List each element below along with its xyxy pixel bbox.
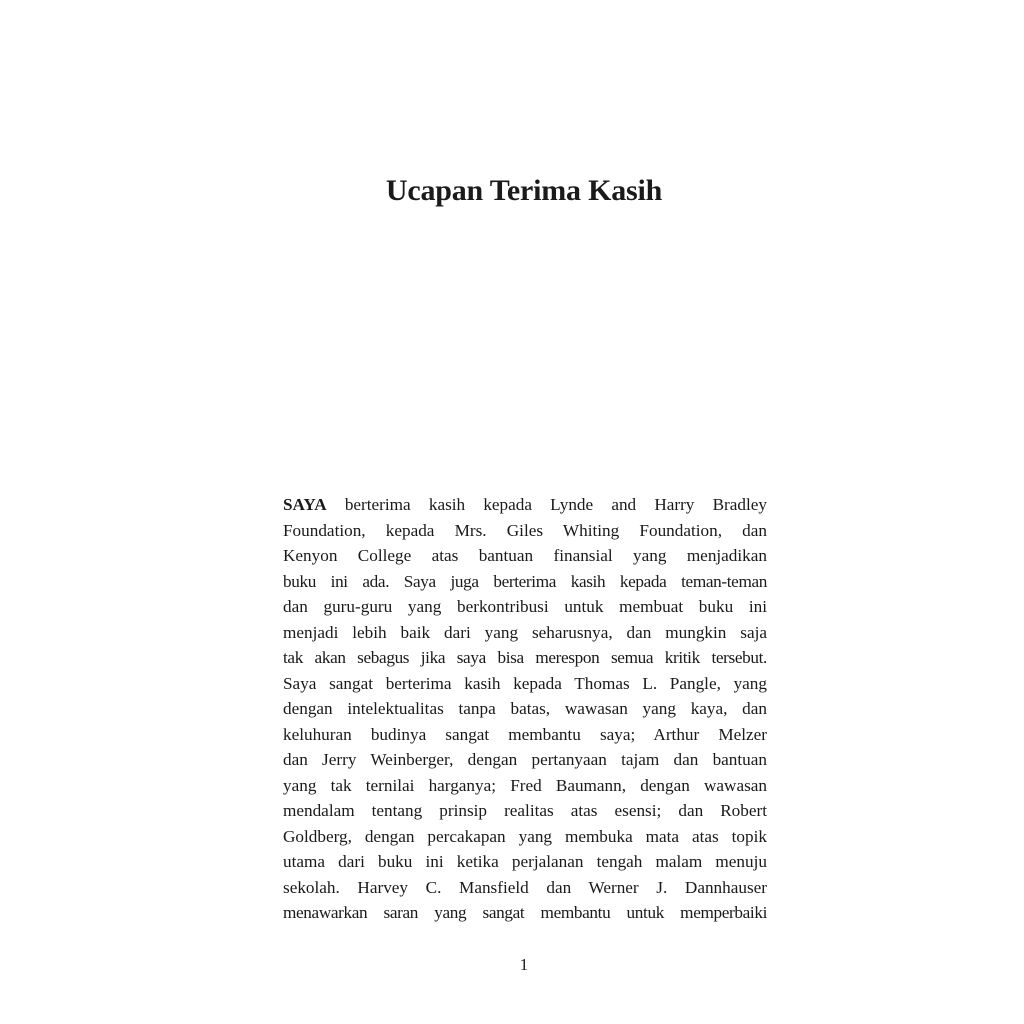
text-line: Kenyon College atas bantuan finansial yang menjadikan [283,546,767,565]
text-line: buku ini ada. Saya juga berterima kasih kepada teman-teman [283,571,767,591]
text-line: Foundation, kepada Mrs. Giles Whiting Foundation, dan [283,520,767,540]
text-line: dan guru-guru yang berkontribusi untuk membuat buku ini [283,597,767,616]
text-line [283,492,767,518]
lead-word: SAYA [283,495,327,514]
text-line: tak akan sebagus jika saya bisa merespon semua kritik tersebut. [283,648,767,667]
text-line: yang tak ternilai harganya; Fred Baumann, dengan wawasan [283,775,767,795]
text-line: sekolah. Harvey C. Mansfield dan Werner J. Dannhauser [283,877,767,897]
text-line: dan Jerry Weinberger, dengan pertanyaan tajam dan bantuan [283,750,767,769]
body-paragraph [283,492,767,926]
text-line: menawarkan saran yang sangat membantu untuk memperbaiki [283,903,767,922]
text-line: dengan intelektualitas tanpa batas, wawasan yang kaya, dan [283,699,767,718]
text-line: menjadi lebih baik dari yang seharusnya, dan mungkin saja [283,622,767,642]
text-line: keluhuran budinya sangat membantu saya; Arthur Melzer [283,724,767,744]
text-line: mendalam tentang prinsip realitas atas esensi; dan Robert [283,801,767,820]
text-line: utama dari buku ini ketika perjalanan tengah malam menuju [283,852,767,871]
page-title: Ucapan Terima Kasih [385,174,663,207]
text-line-content: berterima kasih kepada Lynde and Harry Bradley [326,495,767,514]
text-line: Saya sangat berterima kasih kepada Thomas L. Pangle, yang [283,673,767,693]
text-line: Goldberg, dengan percakapan yang membuka mata atas topik [283,826,767,846]
page-number: 1 [519,955,529,974]
